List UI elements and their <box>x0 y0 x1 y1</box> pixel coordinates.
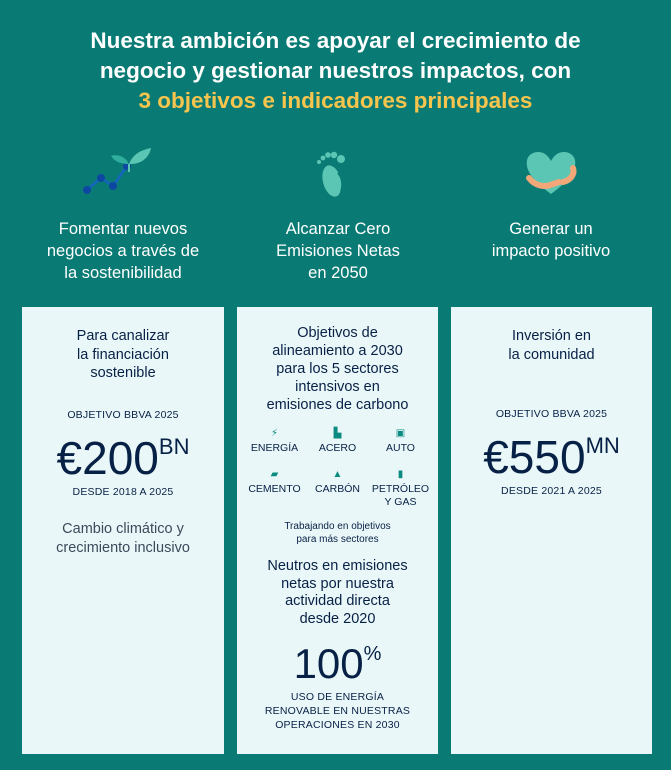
sector-acero: ▙ ACERO <box>318 428 357 454</box>
target-unit: MN <box>585 433 620 458</box>
sector-auto: ▣ AUTO <box>386 428 415 454</box>
target-period: DESDE 2021 A 2025 <box>501 485 602 497</box>
renewable-value: 100% <box>293 640 382 687</box>
card-net-zero <box>237 307 438 754</box>
footprint-icon <box>233 140 443 204</box>
sector-grid <box>237 428 438 509</box>
headline-line-1: Nuestra ambición es apoyar el crecimiento de <box>90 28 581 53</box>
oil-icon: ▮ <box>397 469 404 480</box>
objective-label: OBJETIVO BBVA 2025 <box>67 408 179 421</box>
column-title-business: Fomentar nuevos negocios a través de la sostenibilidad <box>46 220 200 282</box>
neutral-statement: Neutros en emisiones netas por nuestra actividad directa desde 2020 <box>267 558 408 627</box>
card-intro: Para canalizar la financiación sostenible <box>76 328 170 381</box>
card-community-investment <box>451 307 652 754</box>
factory-icon: ▙ <box>333 428 342 439</box>
column-head-impact <box>446 140 656 262</box>
target-value: $€550^{MN}$ <box>483 431 620 483</box>
renewable-footer: USO DE ENERGÍA RENOVABLE EN NUESTRAS OPERACIONES EN 2030 <box>264 691 411 731</box>
growth-chart-icon <box>18 140 228 204</box>
column-title-emissions: Alcanzar Cero Emisiones Netas en 2050 <box>276 220 400 282</box>
heart-hands-icon <box>446 140 656 204</box>
truck-icon: ▰ <box>270 469 279 480</box>
car-icon: ▣ <box>395 428 406 439</box>
card-intro: Objetivos de alineamiento a 2030 para los 5 sectores intensivos en emisiones de carbono <box>266 325 409 413</box>
headline-line-2: negocio y gestionar nuestros impactos, con <box>99 58 572 83</box>
column-head-emissions <box>233 140 443 284</box>
sector-cemento: ▰ CEMENTO <box>248 469 301 495</box>
target-value: $€200^{BN}$ <box>56 431 190 484</box>
lightning-icon: ⚡ <box>270 428 279 439</box>
column-title-impact: Generar un impacto positivo <box>491 220 611 260</box>
card-note: Cambio climático y crecimiento inclusivo <box>56 520 190 556</box>
sector-carbon: ▲ CARBÓN <box>315 469 360 495</box>
coal-icon: ▲ <box>332 469 343 480</box>
renewable-unit: % <box>363 643 382 665</box>
sector-petroleo: ▮ PETRÓLEO Y GAS <box>371 469 430 508</box>
sector-energia: ⚡ ENERGÍA <box>250 428 299 454</box>
target-unit: BN <box>158 433 190 459</box>
objective-label: OBJETIVO BBVA 2025 <box>495 408 608 420</box>
card-intro: Inversión en la comunidad <box>508 328 595 363</box>
column-head-business <box>18 140 228 284</box>
headline <box>0 26 671 116</box>
more-sectors-note: Trabajando en objetivos para más sectores <box>284 521 391 545</box>
target-period: DESDE 2018 A 2025 <box>72 485 174 498</box>
card-sustainable-finance <box>22 307 224 754</box>
headline-highlight: 3 objetivos e indicadores principales <box>138 88 533 113</box>
